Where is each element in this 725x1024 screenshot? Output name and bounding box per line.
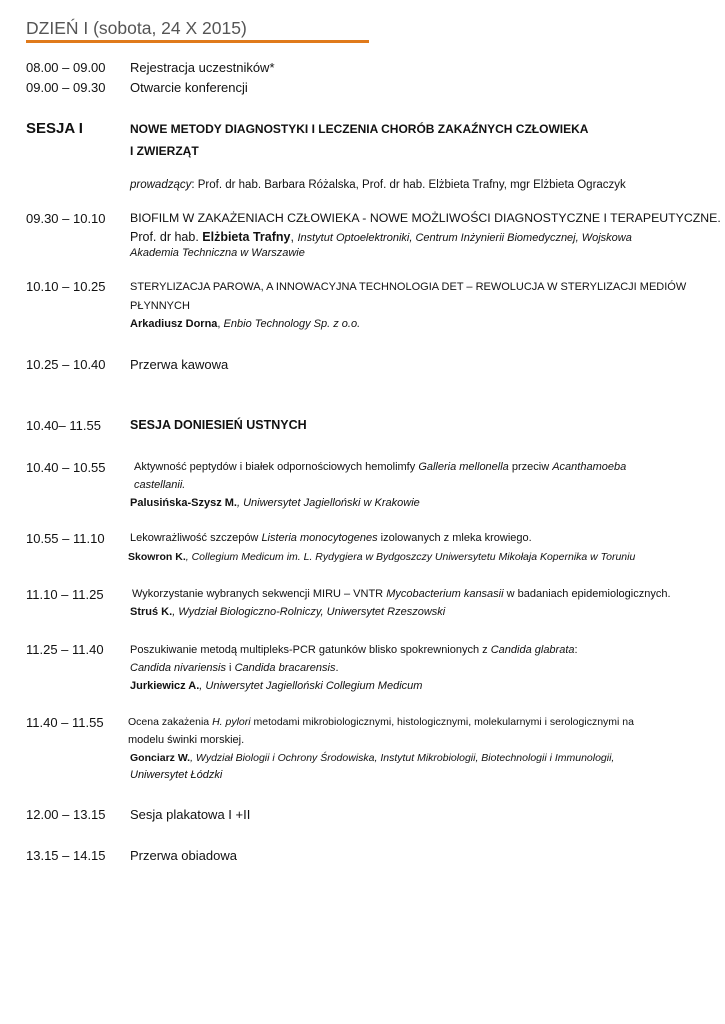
time-lunch: 13.15 – 14.15 <box>26 848 106 863</box>
chairs-label: prowadzący <box>130 179 192 191</box>
oral3-affil: , Wydział Biologiczno-Rolniczy, Uniwersytet Rzeszowski <box>172 606 446 618</box>
label-lunch: Przerwa obiadowa <box>130 848 237 863</box>
time-registration: 08.00 – 09.00 <box>26 60 106 75</box>
oral4-author: Jurkiewicz A. <box>130 680 200 692</box>
oral2-title <box>130 532 532 544</box>
oral1-t3: przeciw <box>508 461 553 473</box>
oral5-t3: metodami mikrobiologicznymi, histologicznymi, molekularnymi i serologicznymi na <box>250 716 634 728</box>
oral1-author-line <box>130 497 420 509</box>
chairs-names: : Prof. dr hab. Barbara Różalska, Prof. dr hab. Elżbieta Trafny, mgr Elżbieta Ograczyk <box>191 179 626 191</box>
label-poster: Sesja plakatowa I +II <box>130 807 251 822</box>
oral1-affil: , Uniwersytet Jagielloński w Krakowie <box>237 497 420 509</box>
oral3-author-line <box>130 606 445 618</box>
oral1-t1: Aktywność peptydów i białek odpornościowych hemolimfy <box>134 461 419 473</box>
oral4-title-line2 <box>130 662 339 674</box>
talk2-speaker-line <box>130 318 360 330</box>
oral3-t2: Mycobacterium kansasii <box>386 588 504 600</box>
oral1-author: Palusińska-Szysz M. <box>130 497 237 509</box>
oral5-affil-line1: , Wydział Biologii i Ochrony Środowiska, Instytut Mikrobiologii, Biotechnologii i Immunologii, <box>190 752 615 764</box>
oral4-title-line1 <box>130 644 578 656</box>
oral5-title-line1 <box>128 716 634 728</box>
time-oral1: 10.40 – 10.55 <box>26 460 106 475</box>
talk1-affil-line2: Akademia Techniczna w Warszawie <box>130 247 305 259</box>
oral4-t7: . <box>335 662 339 674</box>
oral2-author: Skowron K. <box>128 551 186 563</box>
oral5-title-line2: modelu świnki morskiej. <box>128 734 245 746</box>
oral3-t3: w badaniach epidemiologicznych. <box>503 588 671 600</box>
talk2-affil: Enbio Technology Sp. z o.o. <box>223 318 361 330</box>
talk1-title: BIOFILM W ZAKAŻENIACH CZŁOWIEKA - NOWE MOŻLIWOŚCI DIAGNOSTYCZNE I TERAPEUTYCZNE. <box>130 211 721 225</box>
oral2-t3: izolowanych z mleka krowiego. <box>377 532 532 544</box>
oral5-affil-line2: Uniwersytet Łódzki <box>130 769 223 781</box>
session-chairs <box>130 179 626 191</box>
oral3-author: Struś K. <box>130 606 173 618</box>
talk2-speaker: Arkadiusz Dorna <box>130 318 218 330</box>
time-poster: 12.00 – 13.15 <box>26 807 106 822</box>
session-title-line1: NOWE METODY DIAGNOSTYKI I LECZENIA CHORÓB ZAKAŹNYCH CZŁOWIEKA <box>130 122 589 136</box>
label-registration: Rejestracja uczestników* <box>130 60 275 75</box>
oral4-t6: Candida bracarensis <box>234 662 336 674</box>
page-title: DZIEŃ I (sobota, 24 X 2015) <box>26 18 247 38</box>
label-oral-session: SESJA DONIESIEŃ USTNYCH <box>130 418 307 432</box>
time-talk2: 10.10 – 10.25 <box>26 279 106 294</box>
oral2-author-line <box>128 551 635 563</box>
time-oral-session: 10.40– 11.55 <box>26 418 101 433</box>
oral5-author-line <box>130 752 614 764</box>
title-underline <box>26 40 369 43</box>
oral4-t1: Poszukiwanie metodą multipleks-PCR gatunków blisko spokrewnionych z <box>130 644 491 656</box>
time-break: 10.25 – 10.40 <box>26 357 106 372</box>
time-talk1: 09.30 – 10.10 <box>26 211 106 226</box>
oral3-title <box>132 588 671 600</box>
oral4-affil: , Uniwersytet Jagielloński Collegium Medicum <box>199 680 423 692</box>
time-oral4: 11.25 – 11.40 <box>26 642 104 657</box>
oral4-author-line <box>130 680 422 692</box>
label-opening: Otwarcie konferencji <box>130 80 248 95</box>
session-title-line2: I ZWIERZĄT <box>130 144 199 158</box>
talk2-sep: , <box>217 318 224 330</box>
talk2-title-line2: PŁYNNYCH <box>130 300 190 312</box>
oral2-t2: Listeria monocytogenes <box>261 532 378 544</box>
oral1-title-line2: castellanii. <box>134 479 186 491</box>
oral5-t2: H. pylori <box>212 716 251 728</box>
oral4-t2: Candida glabrata <box>490 644 575 656</box>
time-oral2: 10.55 – 11.10 <box>26 531 105 546</box>
oral1-title-line1 <box>134 461 626 473</box>
talk2-title-line1: STERYLIZACJA PAROWA, A INNOWACYJNA TECHNOLOGIA DET – REWOLUCJA W STERYLIZACJI MEDIÓW <box>130 281 687 293</box>
oral5-author: Gonciarz W. <box>130 752 191 764</box>
talk1-prefix: Prof. dr hab. <box>130 230 203 244</box>
oral4-t4: Candida nivariensis <box>130 662 226 674</box>
time-oral5: 11.40 – 11.55 <box>26 715 104 730</box>
talk1-sep: , <box>290 230 298 244</box>
time-opening: 09.00 – 09.30 <box>26 80 106 95</box>
oral1-t4: Acanthamoeba <box>552 461 627 473</box>
talk1-speaker-line <box>130 230 632 244</box>
oral4-t3: : <box>574 644 578 656</box>
label-break: Przerwa kawowa <box>130 357 229 372</box>
oral4-t5: i <box>226 662 235 674</box>
oral2-affil: , Collegium Medicum im. L. Rydygiera w Bydgoszczy Uniwersytetu Mikołaja Kopernika w Toruniu <box>185 551 636 563</box>
talk1-speaker: Elżbieta Trafny <box>202 230 291 244</box>
oral2-t1: Lekowrażliwość szczepów <box>130 532 262 544</box>
oral5-t1: Ocena zakażenia <box>128 716 213 728</box>
oral1-t2: Galleria mellonella <box>418 461 509 473</box>
talk1-affil-line1: Instytut Optoelektroniki, Centrum Inżynierii Biomedycznej, Wojskowa <box>297 232 632 244</box>
session-label: SESJA I <box>26 120 83 137</box>
time-oral3: 11.10 – 11.25 <box>26 587 104 602</box>
oral3-t1: Wykorzystanie wybranych sekwencji MIRU – VNTR <box>132 588 387 600</box>
